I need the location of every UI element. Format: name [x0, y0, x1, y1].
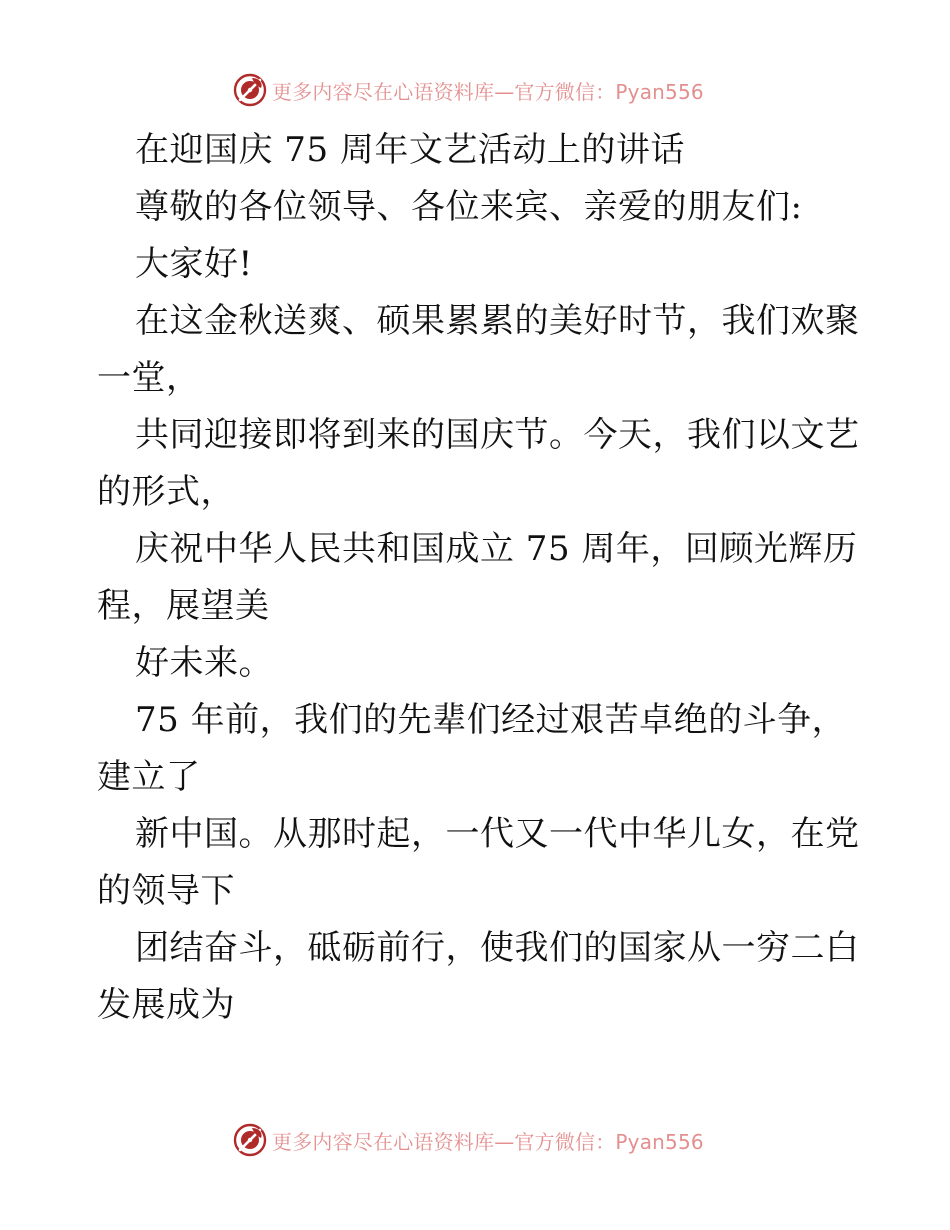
text-line: 尊敬的各位领导、各位来宾、亲爱的朋友们: [135, 187, 803, 227]
text-line: 一堂， [97, 358, 201, 398]
text-line: 程，展望美 [97, 586, 270, 626]
document-body [97, 122, 860, 1034]
text-line: 在迎国庆 75 周年文艺活动上的讲话 [135, 130, 685, 170]
watermark-footer [232, 1122, 704, 1158]
quill-seal-icon [232, 72, 268, 108]
text-line: 建立了 [97, 757, 201, 797]
text-line: 发展成为 [97, 985, 235, 1025]
text-line: 的领导下 [97, 871, 235, 911]
quill-seal-icon [232, 1122, 268, 1158]
text-line: 在这金秋送爽、硕果累累的美好时节，我们欢聚 [135, 301, 860, 341]
text-line: 团结奋斗，砥砺前行，使我们的国家从一穷二白 [135, 928, 860, 968]
text-line: 共同迎接即将到来的国庆节。今天，我们以文艺 [135, 415, 860, 455]
text-line: 庆祝中华人民共和国成立 75 周年，回顾光辉历 [135, 529, 858, 569]
text-line: 的形式， [97, 472, 235, 512]
text-line: 新中国。从那时起，一代又一代中华儿女，在党 [135, 814, 860, 854]
text-line: 大家好! [135, 244, 253, 284]
watermark-header [232, 72, 704, 108]
watermark-text: 更多内容尽在心语资料库—官方微信：Pyan556 [272, 1129, 704, 1154]
text-line: 75 年前，我们的先辈们经过艰苦卓绝的斗争， [135, 700, 847, 740]
text-line: 好未来。 [135, 643, 273, 683]
watermark-text: 更多内容尽在心语资料库—官方微信：Pyan556 [272, 79, 704, 104]
